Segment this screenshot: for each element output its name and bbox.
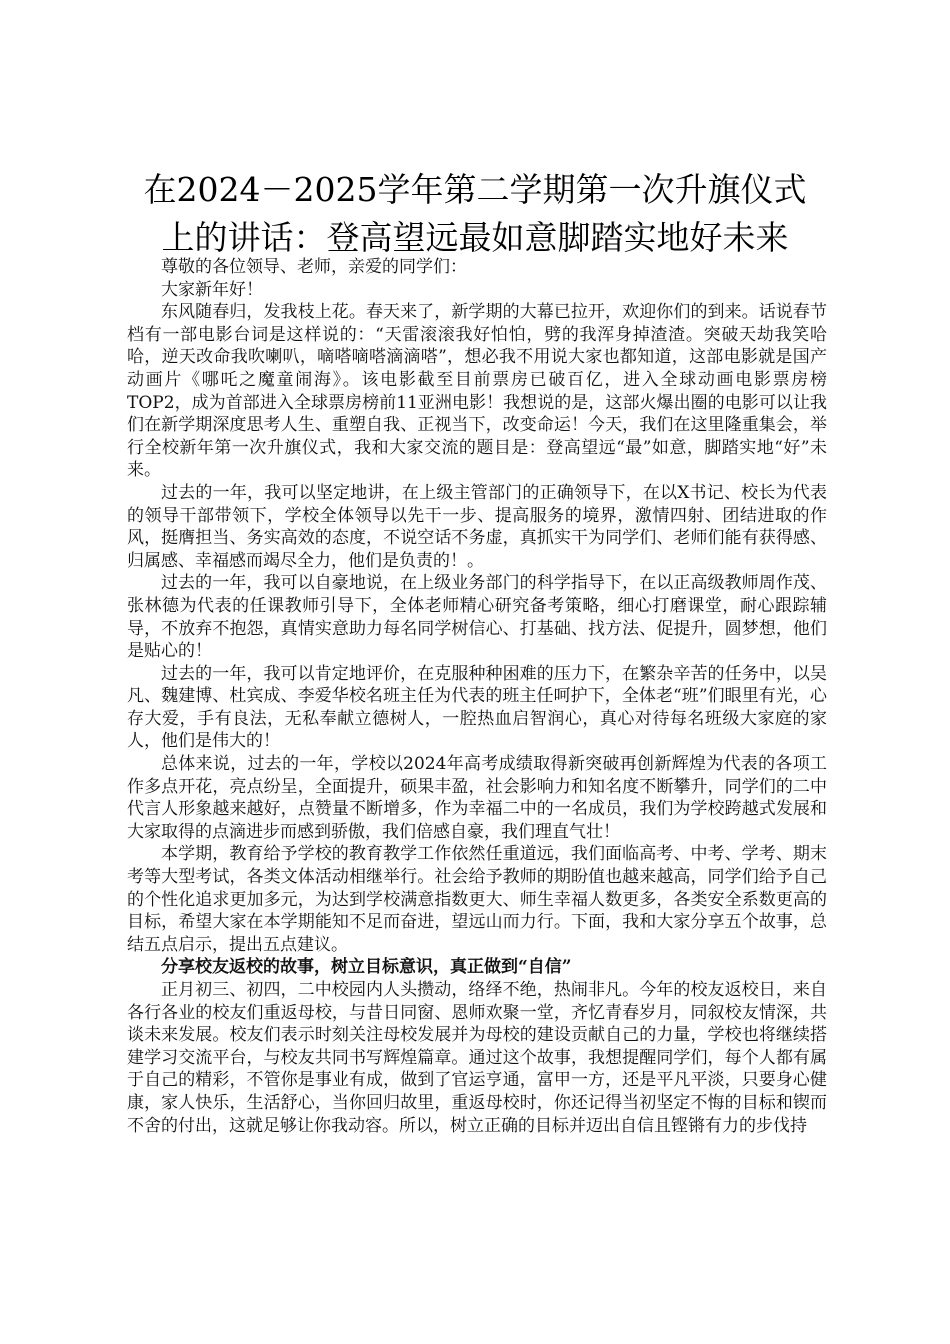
- document-title: [112, 166, 838, 262]
- title-line-2: 上的讲话：登高望远最如意脚踏实地好未来: [161, 218, 789, 257]
- body-paragraph: 正月初三、初四，二中校园内人头攒动，络绎不绝，热闹非凡。今年的校友返校日，来自各行各业的校友们重返母校，与昔日同窗、恩师欢聚一堂，齐忆青春岁月，同叙校友情深，共谈未来发展。校友们表示时刻关注母校发展并为母校的建设贡献自己的力量，学校也将继续搭建学习交流平台，与校友共同书写辉煌篇章。通过这个故事，我想提醒同学们，每个人都有属于自己的精彩，不管你是事业有成，做到了官运亨通，富甲一方，还是平凡平淡，只要身心健康，家人快乐，生活舒心，当你回归故里，重返母校时，你还记得当初坚定不悔的目标和锲而不舍的付出，这就足够让你我动容。所以，树立正确的目标并迈出自信且铿锵有力的步伐持: [127, 980, 827, 1136]
- body-paragraph: 过去的一年，我可以肯定地评价，在克服种种困难的压力下，在繁杂辛苦的任务中，以吴凡、魏建博、杜宾成、李爱华校名班主任为代表的班主任呵护下，全体老“班”们眼里有光，心存大爱，手有良法，无私奉献立德树人，一腔热血启智润心，真心对待每名班级大家庭的家人，他们是伟大的！: [127, 663, 827, 752]
- salutation: 尊敬的各位领导、老师，亲爱的同学们：: [161, 257, 467, 277]
- title-line-1: 在2024－2025学年第二学期第一次升旗仪式: [143, 170, 807, 209]
- body-paragraph: 过去的一年，我可以自豪地说，在上级业务部门的科学指导下，在以正高级教师周作茂、张林德为代表的任课教师引导下，全体老师精心研究备考策略，细心打磨课堂，耐心跟踪辅导，不放弃不抱怨，真情实意助力每名同学树信心、打基础、找方法、促提升，圆梦想，他们是贴心的！: [127, 573, 827, 662]
- body-paragraph: 东风随春归，发我枝上花。春天来了，新学期的大幕已拉开，欢迎你们的到来。话说春节档有一部电影台词是这样说的：“天雷滚滚我好怕怕，劈的我浑身掉渣渣。突破天劫我笑哈哈，逆天改命我吹喇叭，嘀嗒嘀嗒滴滴嗒”，想必我不用说大家也都知道，这部电影就是国产动画片《哪吒之魔童闹海》。该电影截至目前票房已破百亿，进入全球动画电影票房榜TOP2，成为首部进入全球票房榜前11亚洲电影！我想说的是，这部火爆出圈的电影可以让我们在新学期深度思考人生、重塑自我、正视当下，改变命运！今天，我们在这里隆重集会，举行全校新年第一次升旗仪式，我和大家交流的题目是：登高望远“最”如意，脚踏实地“好”未来。: [127, 302, 827, 481]
- body-paragraph: 总体来说，过去的一年，学校以2024年高考成绩取得新突破再创新辉煌为代表的各项工作多点开花，亮点纷呈，全面提升，硕果丰盈，社会影响力和知名度不断攀升，同学们的二中代言人形象越来越好，点赞量不断增多，作为幸福二中的一名成员，我们为学校跨越式发展和大家取得的点滴进步而感到骄傲，我们倍感自豪，我们理直气壮！: [127, 754, 827, 842]
- greeting: 大家新年好！: [161, 279, 263, 300]
- document-body: [127, 256, 827, 1137]
- body-paragraph: 过去的一年，我可以坚定地讲，在上级主管部门的正确领导下，在以X书记、校长为代表的领导干部带领下，学校全体领导以先干一步、提高服务的境界，激情四射、团结进取的作风，挺膺担当、务实高效的态度，不说空话不务虚，真抓实干为同学们、老师们能有获得感、归属感、幸福感而竭尽全力，他们是负责的！。: [127, 482, 827, 571]
- section-heading: 分享校友返校的故事，树立目标意识，真正做到“自信”: [161, 957, 572, 978]
- body-paragraph: 本学期，教育给予学校的教育教学工作依然任重道远，我们面临高考、中考、学考、期末考等大型考试，各类文体活动相继举行。社会给予教师的期盼值也越来越高，同学们给予自己的个性化追求更加多元，为达到学校满意指数更大、师生幸福人数更多，各类安全系数更高的目标，希望大家在本学期能知不足而奋进，望远山而力行。下面，我和大家分享五个故事，总结五点启示，提出五点建议。: [127, 844, 827, 955]
